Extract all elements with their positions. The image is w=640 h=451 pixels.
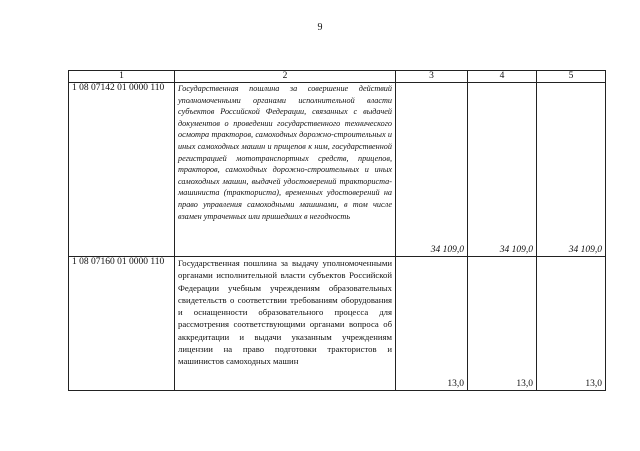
amount-col4: 34 109,0 xyxy=(468,83,537,257)
column-header-5: 5 xyxy=(537,71,606,83)
table-row xyxy=(69,83,606,257)
fee-description: Государственная пошлина за выдачу уполномоченными органами исполнительной власти субъектов Российской Федерации учебным учреждениям образовательных свидетельств о соответствии требованиям оборудования и оснащенности образовательного процесса для рассмотрения соответствующими органами вопроса об аккредитации и выдачи указанным учреждениям лицензии на право подготовки трактористов и машинистов самоходных машин xyxy=(175,257,396,391)
column-header-4: 4 xyxy=(468,71,537,83)
classification-code: 1 08 07160 01 0000 110 xyxy=(69,257,175,391)
column-header-1: 1 xyxy=(69,71,175,83)
column-header-2: 2 xyxy=(175,71,396,83)
fee-description: Государственная пошлина за совершение действий уполномоченными органами исполнительной власти субъектов Российской Федерации, связанных с выдачей документов о проведении государственного технического осмотра тракторов, самоходных дорожно-строительных и иных самоходных машин и прицепов к ним, государственной регистрацией мототранспортных средств, прицепов, тракторов, самоходных дорожно-строительных и иных самоходных машин, выдачей удостоверений тракториста-машиниста (тракториста), временных удостоверений на право управления самоходными машинами, в том числе взамен утраченных или пришедших в негодность xyxy=(175,83,396,257)
budget-table xyxy=(68,70,606,391)
amount-col3: 13,0 xyxy=(396,257,468,391)
amount-col4: 13,0 xyxy=(468,257,537,391)
column-header-3: 3 xyxy=(396,71,468,83)
amount-col3: 34 109,0 xyxy=(396,83,468,257)
classification-code: 1 08 07142 01 0000 110 xyxy=(69,83,175,257)
amount-col5: 13,0 xyxy=(537,257,606,391)
table-row xyxy=(69,257,606,391)
page-number: 9 xyxy=(317,22,323,33)
amount-col5: 34 109,0 xyxy=(537,83,606,257)
header-row xyxy=(69,71,606,83)
